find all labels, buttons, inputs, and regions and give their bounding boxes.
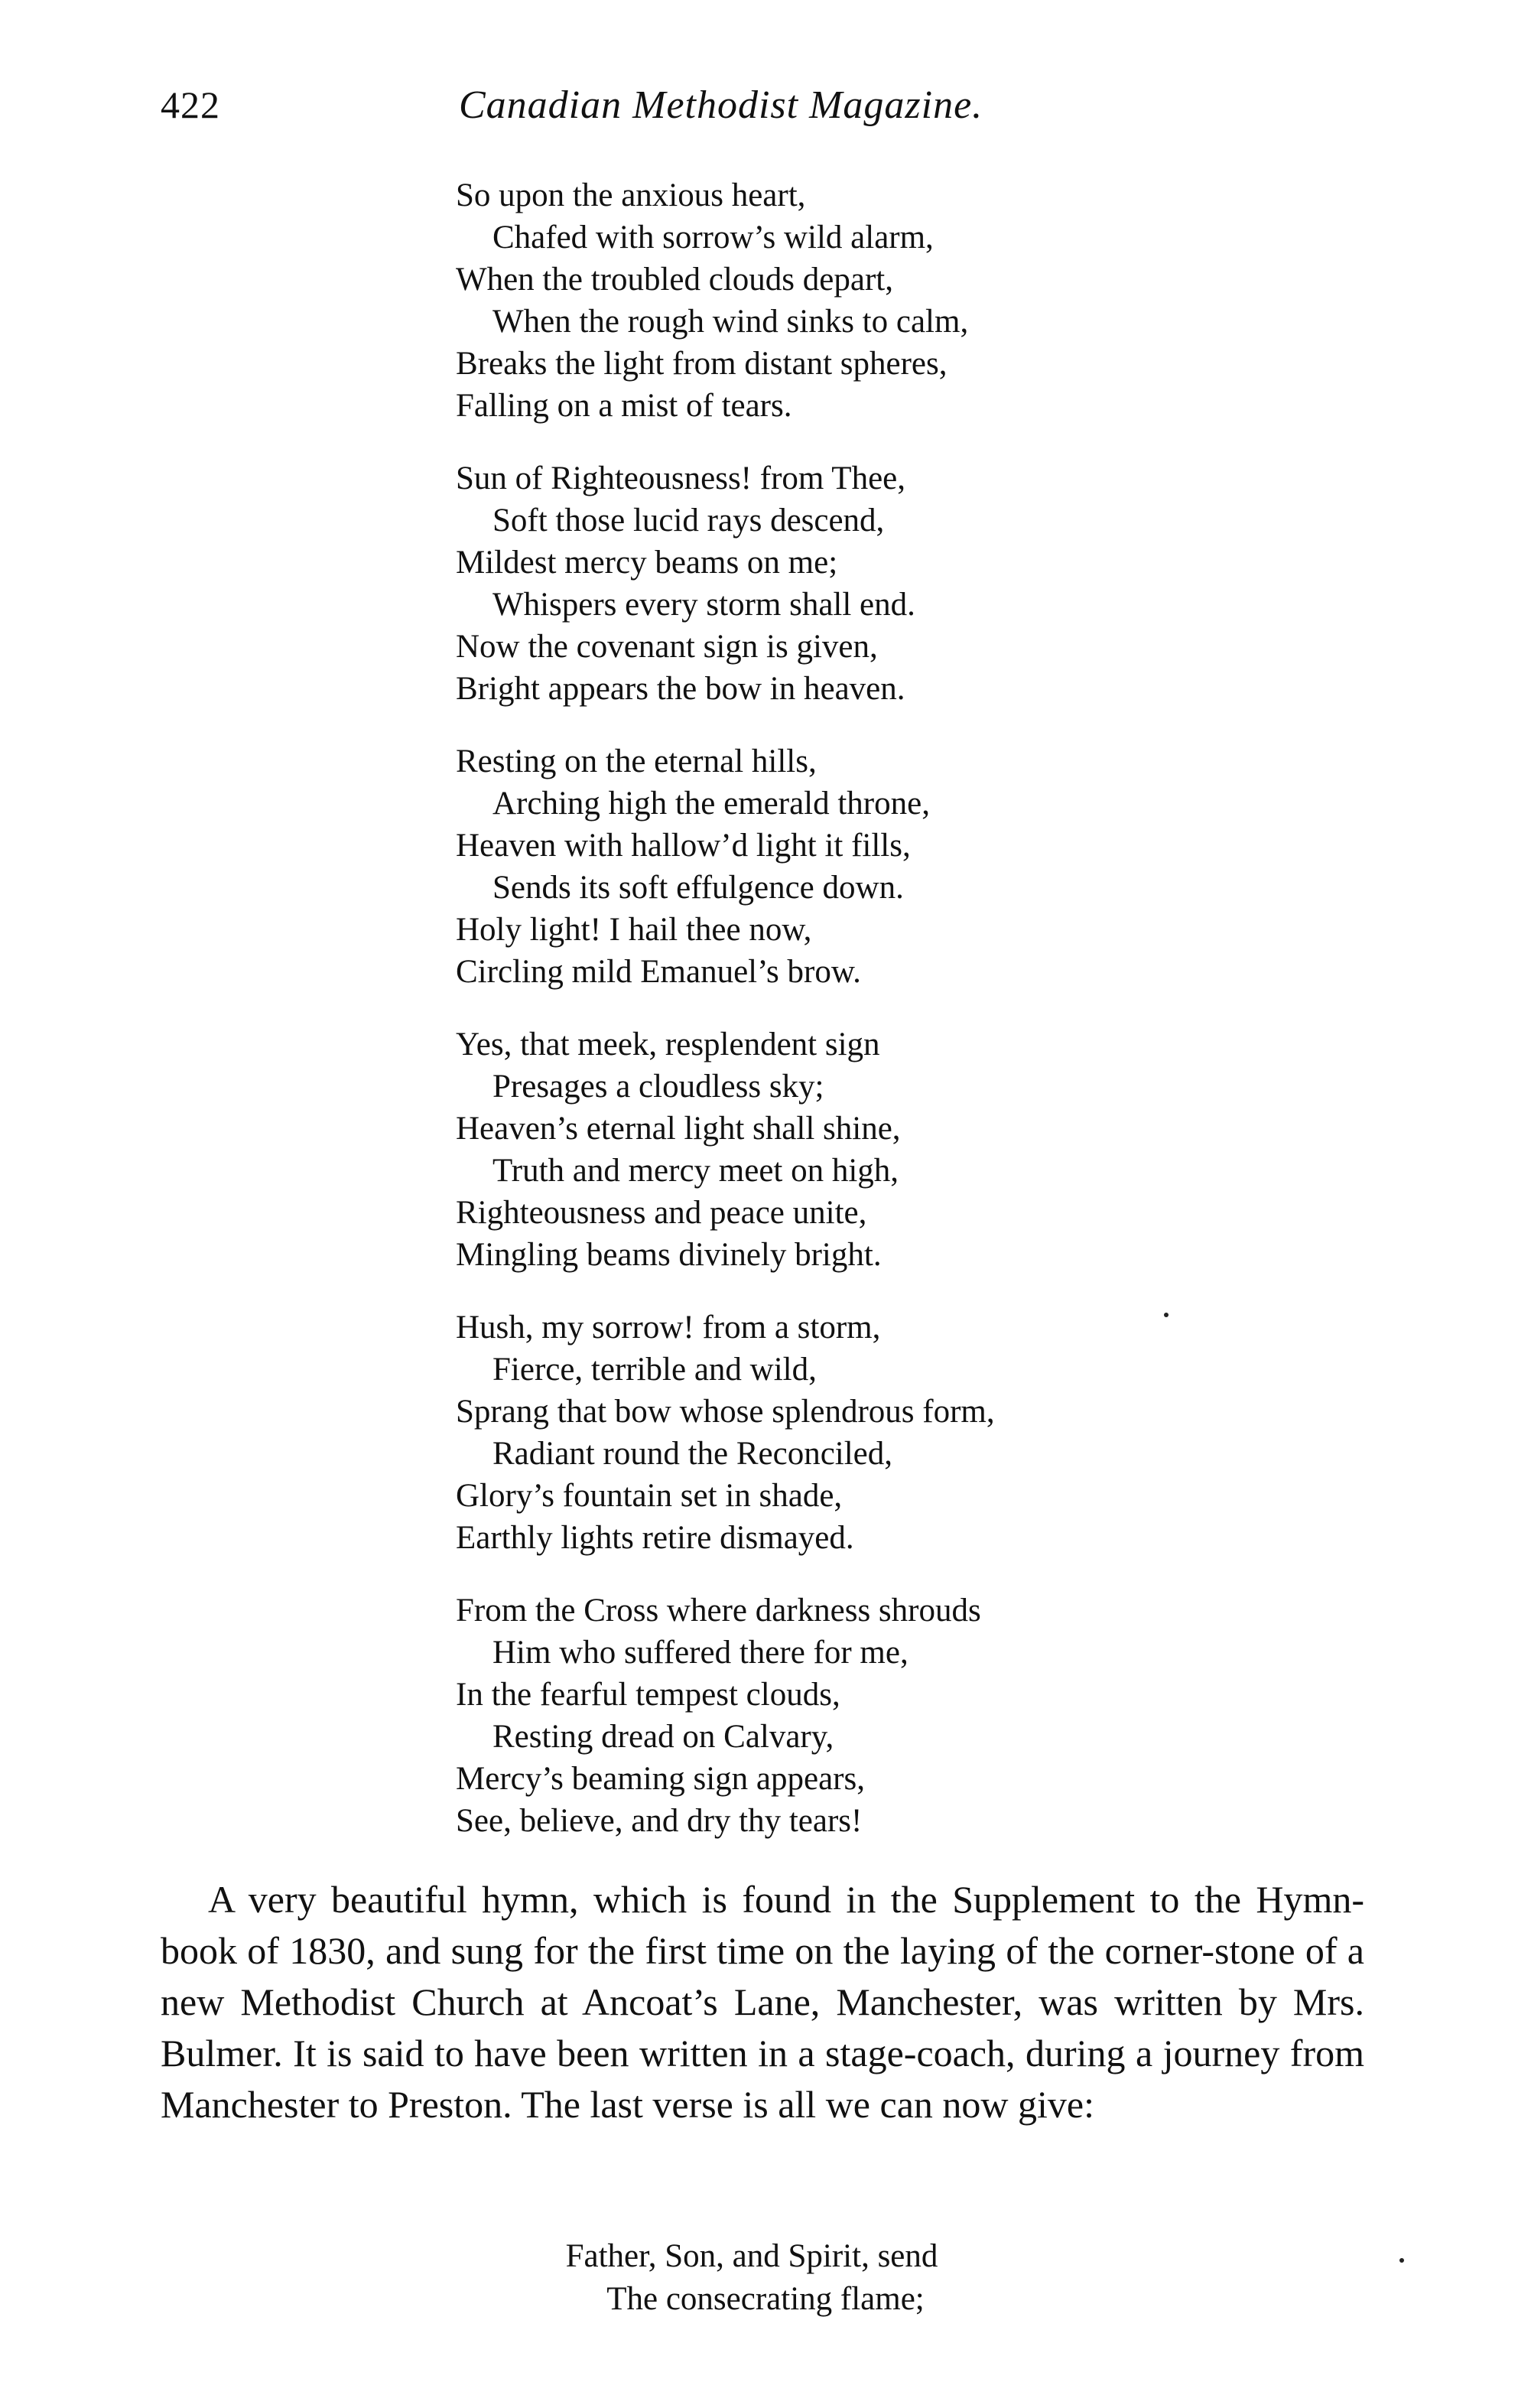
poem-line: Him who suffered there for me, [492, 1635, 909, 1671]
poem-line: Earthly lights retire dismayed. [456, 1520, 854, 1556]
poem-line: Bright appears the bow in heaven. [456, 671, 905, 707]
ink-speck [1399, 2258, 1404, 2263]
poem-line: Heaven with hallow’d light it fills, [456, 828, 911, 864]
poem-line: Radiant round the Reconciled, [492, 1436, 893, 1472]
poem-line: When the rough wind sinks to calm, [492, 304, 969, 340]
poem-line: Righteousness and peace unite, [456, 1195, 867, 1231]
poem-line: Resting dread on Calvary, [492, 1719, 834, 1755]
running-title: Canadian Methodist Magazine. [459, 83, 983, 127]
poem-line: See, believe, and dry thy tears! [456, 1803, 863, 1839]
poem-line: Chafed with sorrow’s wild alarm, [492, 220, 934, 255]
stanza [456, 1307, 1221, 1559]
poem-line: Soft those lucid rays descend, [492, 503, 885, 539]
page-header [161, 83, 1384, 144]
closing-verse-line: The consecrating flame; [606, 2281, 925, 2317]
poem-line: Hush, my sorrow! from a storm, [456, 1310, 881, 1346]
poem-line: Mercy’s beaming sign appears, [456, 1761, 865, 1797]
poem-line: Whispers every storm shall end. [492, 587, 915, 623]
closing-verse-line: Father, Son, and Spirit, send [565, 2238, 938, 2274]
ink-speck [1164, 1313, 1169, 1317]
poem-line: Now the covenant sign is given, [456, 629, 878, 665]
stanza [456, 1590, 1221, 1842]
poem-line: In the fearful tempest clouds, [456, 1677, 840, 1713]
poem-line: Sprang that bow whose splendrous form, [456, 1394, 995, 1430]
poem-line: Glory’s fountain set in shade, [456, 1478, 843, 1514]
stanza [456, 740, 1221, 993]
poem-line: Mildest mercy beams on me; [456, 545, 838, 581]
stanza [456, 174, 1221, 427]
poem-line: Heaven’s eternal light shall shine, [456, 1111, 901, 1147]
poem-line: Falling on a mist of tears. [456, 388, 792, 424]
prose-paragraph: A very beautiful hymn, which is found in the Supplement to the Hymn-book of 1830, and sung for the first time on the laying of the corner-stone of a new Methodist Church at Ancoat’s Lane, Manchester, was written by Mrs. Bulmer. It is said to have been written in a stage-coach, during a journey from Manchester to Preston. The last verse is all we can now give: [161, 1878, 1364, 2126]
poem-line: Presages a cloudless sky; [492, 1069, 824, 1105]
page-number: 422 [161, 83, 220, 126]
poem-line: Holy light! I hail thee now, [456, 912, 812, 948]
poem-line: So upon the anxious heart, [456, 177, 806, 213]
stanza [456, 457, 1221, 710]
poem-line: Yes, that meek, resplendent sign [456, 1027, 880, 1062]
poem-line: Truth and mercy meet on high, [492, 1153, 899, 1189]
poem-line: Sends its soft effulgence down. [492, 870, 904, 906]
poem-line: Sun of Righteousness! from Thee, [456, 460, 905, 496]
poem-line: Resting on the eternal hills, [456, 744, 817, 779]
poem-line: When the troubled clouds depart, [456, 262, 893, 298]
poem-line: Arching high the emerald throne, [492, 786, 930, 822]
poem-line: Breaks the light from distant spheres, [456, 346, 948, 382]
prose-section [161, 1874, 1364, 2130]
stanza [456, 1023, 1221, 1276]
closing-verse [0, 2235, 1531, 2321]
poem-line: From the Cross where darkness shrouds [456, 1593, 981, 1629]
poem-line: Mingling beams divinely bright. [456, 1237, 882, 1273]
poem-line: Fierce, terrible and wild, [492, 1352, 817, 1388]
poem-line: Circling mild Emanuel’s brow. [456, 954, 861, 990]
